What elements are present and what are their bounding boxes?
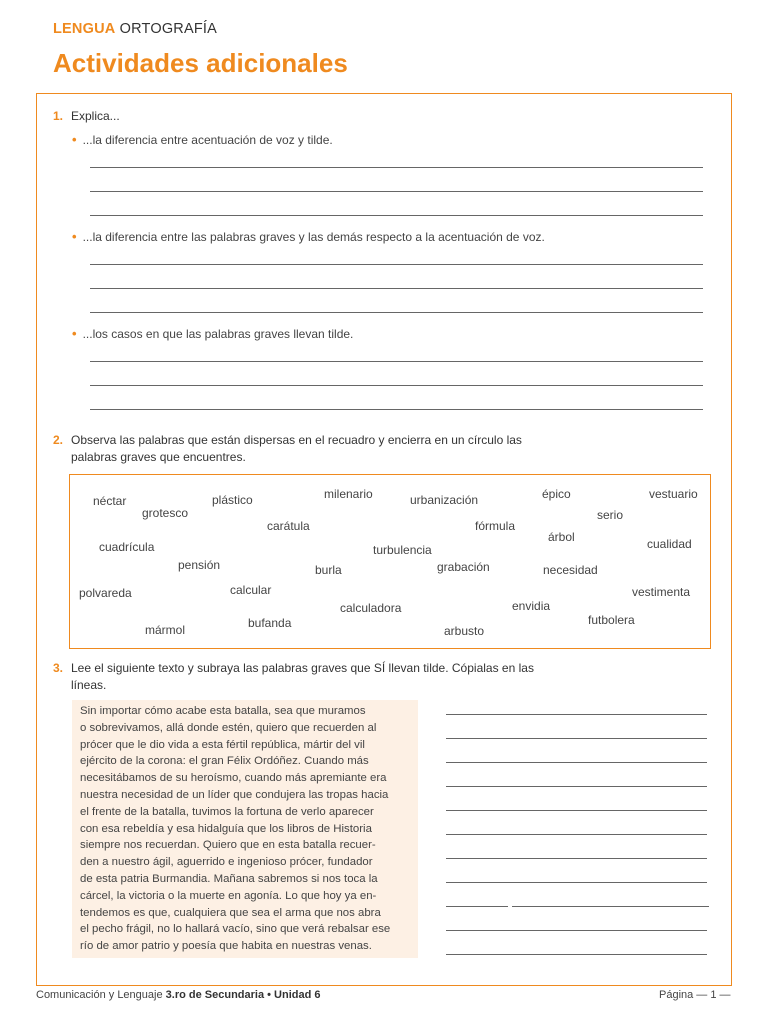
word-item[interactable]: carátula: [267, 519, 310, 533]
answer-line[interactable]: [90, 264, 703, 265]
passage-line: con esa rebeldía y esa hidalguía que los libros de Historia: [80, 822, 372, 835]
footer-course-prefix: Comunicación y Lenguaje: [36, 989, 163, 1001]
word-item[interactable]: serio: [597, 508, 624, 522]
q1-bullet-1: [72, 132, 333, 147]
question-2: [53, 432, 522, 466]
word-item[interactable]: mármol: [145, 623, 186, 637]
answer-line[interactable]: [446, 930, 707, 931]
word-item[interactable]: polvareda: [79, 586, 132, 600]
word-item[interactable]: futbolera: [588, 613, 635, 627]
word-item[interactable]: urbanización: [410, 493, 479, 507]
answer-line[interactable]: [446, 762, 707, 763]
bullet-icon: •: [72, 229, 77, 244]
word-item[interactable]: milenario: [324, 487, 373, 501]
bullet-text: ...los casos en que las palabras graves llevan tilde.: [82, 327, 354, 341]
word-item[interactable]: vestuario: [649, 487, 698, 501]
answer-line[interactable]: [446, 786, 707, 787]
reading-passage: [72, 700, 418, 958]
answer-line[interactable]: [446, 834, 707, 835]
word-item[interactable]: pensión: [178, 558, 221, 572]
answer-line[interactable]: [90, 215, 703, 216]
answer-line[interactable]: [446, 738, 707, 739]
word-item[interactable]: grabación: [437, 560, 490, 574]
answer-line[interactable]: [90, 167, 703, 168]
answer-line[interactable]: [446, 954, 707, 955]
answer-line[interactable]: [446, 882, 707, 883]
bullet-icon: •: [72, 132, 77, 147]
question-1: [53, 108, 120, 125]
answer-line[interactable]: [446, 810, 707, 811]
question-prompt: Explica...: [71, 109, 120, 123]
question-prompt: Observa las palabras que están dispersas en el recuadro y encierra en un círculo las: [71, 433, 522, 447]
bullet-icon: •: [72, 326, 77, 341]
passage-line: siempre nos recuerdan. Quiero que en esta batalla recuer-: [80, 839, 376, 852]
answer-line[interactable]: [446, 714, 707, 715]
footer-page-number: Página — 1 —: [659, 989, 731, 1001]
question-prompt-cont: líneas.: [71, 678, 107, 692]
topic-label: ORTOGRAFÍA: [119, 21, 217, 37]
q1-bullet-2: [72, 229, 545, 244]
passage-line: cárcel, la victoria o la muerte en agonía. Lo que hoy ya en-: [80, 889, 377, 902]
section-label: [53, 21, 217, 37]
word-item[interactable]: calcular: [230, 583, 272, 597]
question-3: [53, 660, 534, 694]
answer-line[interactable]: [512, 906, 709, 907]
passage-line: necesitábamos de su heroísmo, cuando más apremiante era: [80, 772, 387, 785]
passage-line: nuestra necesidad de un líder que condujera las tropas hacia: [80, 788, 389, 801]
answer-line[interactable]: [90, 409, 703, 410]
word-item[interactable]: cualidad: [647, 537, 692, 551]
word-item[interactable]: fórmula: [475, 519, 516, 533]
word-item[interactable]: plástico: [212, 493, 253, 507]
answer-line[interactable]: [90, 191, 703, 192]
question-prompt: Lee el siguiente texto y subraya las palabras graves que SÍ llevan tilde. Cópialas en las: [71, 661, 534, 675]
passage-line: tendemos es que, cualquiera que sea el arma que nos abra: [80, 906, 381, 919]
passage-line: de esta patria Burmandia. Mañana sabremos si nos toca la: [80, 872, 378, 885]
passage-line: o sobrevivamos, allá donde estén, quiero que recuerden al: [80, 721, 377, 734]
answer-line[interactable]: [90, 288, 703, 289]
passage-line: el frente de la batalla, tuvimos la fortuna de verlo aparecer: [80, 805, 374, 818]
word-item[interactable]: épico: [542, 487, 571, 501]
answer-line[interactable]: [90, 312, 703, 313]
question-number: 1.: [53, 109, 64, 123]
bullet-text: ...la diferencia entre las palabras graves y las demás respecto a la acentuación de voz.: [82, 230, 545, 244]
question-prompt-cont: palabras graves que encuentres.: [71, 450, 246, 464]
word-item[interactable]: burla: [315, 563, 342, 577]
passage-line: ejército de la corona: el gran Félix Ordóñez. Cuando más: [80, 755, 369, 768]
question-number: 3.: [53, 661, 64, 675]
bullet-text: ...la diferencia entre acentuación de voz y tilde.: [82, 133, 333, 147]
answer-line[interactable]: [90, 361, 703, 362]
answer-line[interactable]: [446, 906, 508, 907]
word-item[interactable]: envidia: [512, 599, 551, 613]
footer-course-grade: 3.ro de Secundaria • Unidad 6: [165, 989, 321, 1001]
passage-line: Sin importar cómo acabe esta batalla, sea que muramos: [80, 705, 366, 717]
passage-line: río de amor patrio y poesía que habita en nuestras venas.: [80, 940, 372, 953]
word-item[interactable]: bufanda: [248, 616, 292, 630]
answer-line[interactable]: [446, 858, 707, 859]
question-number: 2.: [53, 433, 64, 447]
word-item[interactable]: calculadora: [340, 601, 402, 615]
passage-line: el pecho frágil, no lo hallará vacío, sino que verá rebalsar ese: [80, 923, 391, 936]
word-item[interactable]: turbulencia: [373, 543, 432, 557]
passage-line: den a nuestro ágil, aguerrido e ingenioso prócer, fundador: [80, 856, 373, 869]
word-item[interactable]: arbusto: [444, 624, 485, 638]
word-item[interactable]: vestimenta: [632, 585, 691, 599]
footer-course: [36, 989, 321, 1001]
q1-bullet-3: [72, 326, 353, 341]
page-title: Actividades adicionales: [53, 48, 348, 78]
passage-line: prócer que le dio vida a esta fértil república, mártir del vil: [80, 738, 365, 751]
word-item[interactable]: árbol: [548, 530, 575, 544]
subject-label: LENGUA: [53, 21, 116, 37]
word-item[interactable]: grotesco: [142, 506, 189, 520]
answer-line[interactable]: [90, 385, 703, 386]
word-item[interactable]: néctar: [93, 494, 127, 508]
word-box: [69, 474, 711, 649]
word-item[interactable]: necesidad: [543, 563, 598, 577]
word-item[interactable]: cuadrícula: [99, 540, 155, 554]
